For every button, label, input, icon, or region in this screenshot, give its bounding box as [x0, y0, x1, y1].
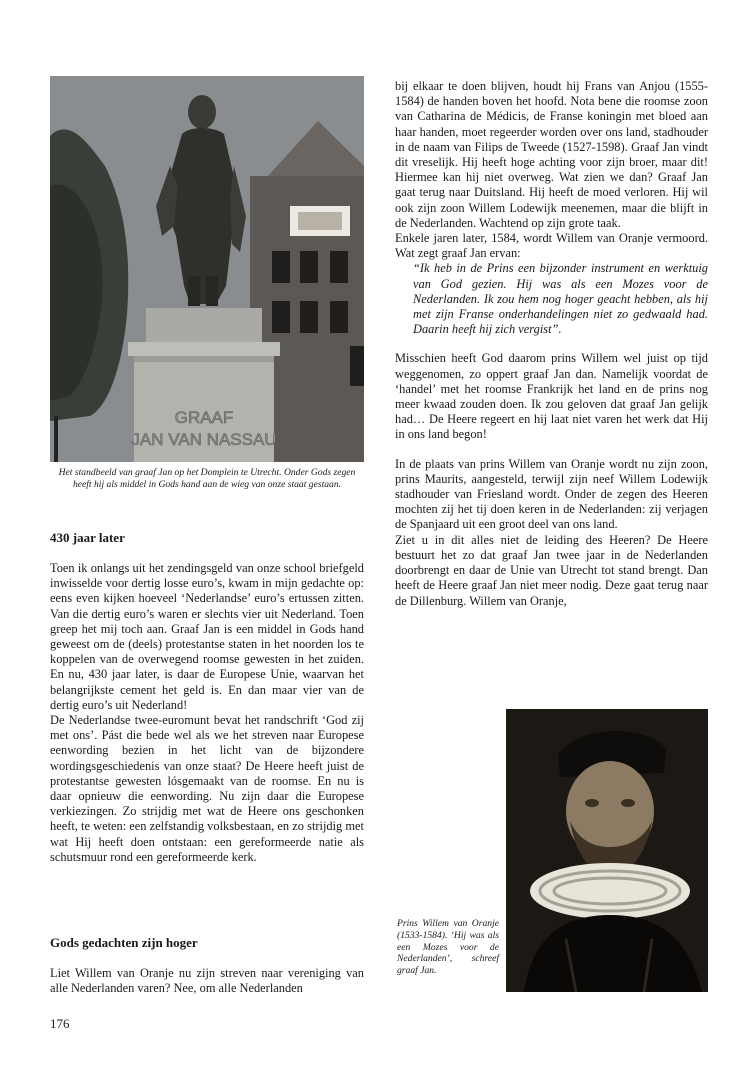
- paragraph: In de plaats van prins Willem van Oranje wordt nu zijn zoon, prins Maurits, aangesteld, terwijl zijn neef Willem Lodewijk stadhouder van Friesland wordt. Onder de zegen des Heeren mochten zij het tij doen keren in de Nederlanden: zij verjagen de Spanjaard uit een groot deel van ons land.: [395, 456, 708, 532]
- quote: “Ik heb in de Prins een bijzonder instrument en werktuig van God gezien. Hij was als een Mozes voor de Nederlanden. Ik zou hem nog hoger geacht hebben, als hij met zijn Franse onderhandelingen niet zo gedwaald had. Daarin heeft hij zich vergist”.: [413, 261, 708, 337]
- spacer: [395, 337, 708, 351]
- section-heading-430: 430 jaar later: [50, 530, 125, 545]
- section-heading-gods: Gods gedachten zijn hoger: [50, 935, 198, 950]
- paragraph: Ziet u in dit alles niet de leiding des Heeren? De Heere bestuurt het zo dat graaf Jan twee jaar in de Nederlanden doorbrengt en daar de Unie van Utrecht tot stand brengt. Dan heeft de Heere graaf Jan niet meer nodig. Deze gaat terug naar de Dillenburg. Willem van Oranje,: [395, 532, 708, 608]
- spacer: [395, 443, 708, 457]
- right-column-text: [395, 79, 708, 609]
- paragraph: Toen ik onlangs uit het zendingsgeld van onze school briefgeld inwisselde voor dertig losse euro’s, kwam in mijn gedachte op: eens even kijken hoeveel ‘Nederlandse’ euro’s ertussen zitten. Van die dertig euro’s waren er slechts vier uit Nederland. Toen greep het mij toch aan. Graaf Jan is een middel in Gods hand geweest om de (deels) protestantse staten in het noorden los te koppelen van de overwegend roomse gewesten in het zuiden. En nu, 430 jaar later, is daar de Europese Unie, waarvan het belangrijkste cement het geld is. En dan maar vier van de dertig euro’s uit Nederland!: [50, 561, 364, 712]
- paragraph: Misschien heeft God daarom prins Willem wel juist op tijd weggenomen, zo oppert graaf Jan dan. Namelijk voordat de ‘handel’ met het roomse Frankrijk het land en de prins nog meer kwaad zouden doen. Ik zou geloven dat graaf Jan gelijk had… De Heere regeert en hij laat niet varen het werk dat Hij in ons land begon!: [395, 351, 708, 442]
- plaque-line2: JAN VAN NASSAU: [131, 430, 277, 449]
- paragraph: bij elkaar te doen blijven, houdt hij Frans van Anjou (1555-1584) de handen boven het hoofd. Nota bene die roomse zoon van Catharina de Médicis, de Franse koningin met bloed aan haar handen, moet regeerder worden over ons land, stadhouder in de naam van Filips de Tweede (1527-1598). Graaf Jan vindt dit vreselijk. Hij heeft hoge achting voor zijn broer, maar dit! Hiermee kan hij niet overweg. Wat zien we dan? Graaf Jan gaat terug naar Duitsland. Hij heeft de moed verloren. Hij wil ook zijn zoon Willem Lodewijk meenemen, maar die blijft in de Nederlanden. Wachtend op zijn grote taak.: [395, 79, 708, 230]
- statue-photo: [50, 76, 364, 462]
- portrait-caption: Prins Willem van Oranje (1533-1584). ‘Hij was als een Mozes voor de Nederlanden’, schreef graaf Jan.: [397, 918, 499, 977]
- plaque-line1: GRAAF: [174, 408, 234, 427]
- paragraph: Liet Willem van Oranje nu zijn streven naar vereniging van alle Nederlanden varen? Nee, om alle Nederlanden: [50, 966, 364, 996]
- left-column-text: [50, 561, 364, 865]
- page-number: 176: [50, 1016, 70, 1031]
- paragraph: Enkele jaren later, 1584, wordt Willem van Oranje vermoord. Wat zegt graaf Jan ervan:: [395, 231, 708, 261]
- portrait-willem-van-oranje: [506, 709, 708, 992]
- paragraph: De Nederlandse twee-euromunt bevat het randschrift ‘God zij met ons’. Pást die bede wel als we het streven naar Europese eenwording bezien in het licht van de bijzondere wordingsgeschiedenis van onze staat? De Heere heeft juist de protestantse gewesten lósgemaakt van de roomse. En nu is daar opnieuw die eenwording. Nu zijn daar die Europese verkiezingen. Zo strijdig met wat de Heere ons geschonken heeft, te weten: een zelfstandig volksbestaan, en zo strijdig met wat Hij heeft doen ontstaan: een gereformeerde natie als schutsmuur rond een gereformeerde kerk.: [50, 713, 364, 864]
- left-column-continued: [50, 966, 364, 996]
- statue-caption: Het standbeeld van graaf Jan op het Domplein te Utrecht. Onder Gods zegen heeft hij als middel in Gods hand aan de wieg van onze staat gestaan.: [58, 467, 356, 490]
